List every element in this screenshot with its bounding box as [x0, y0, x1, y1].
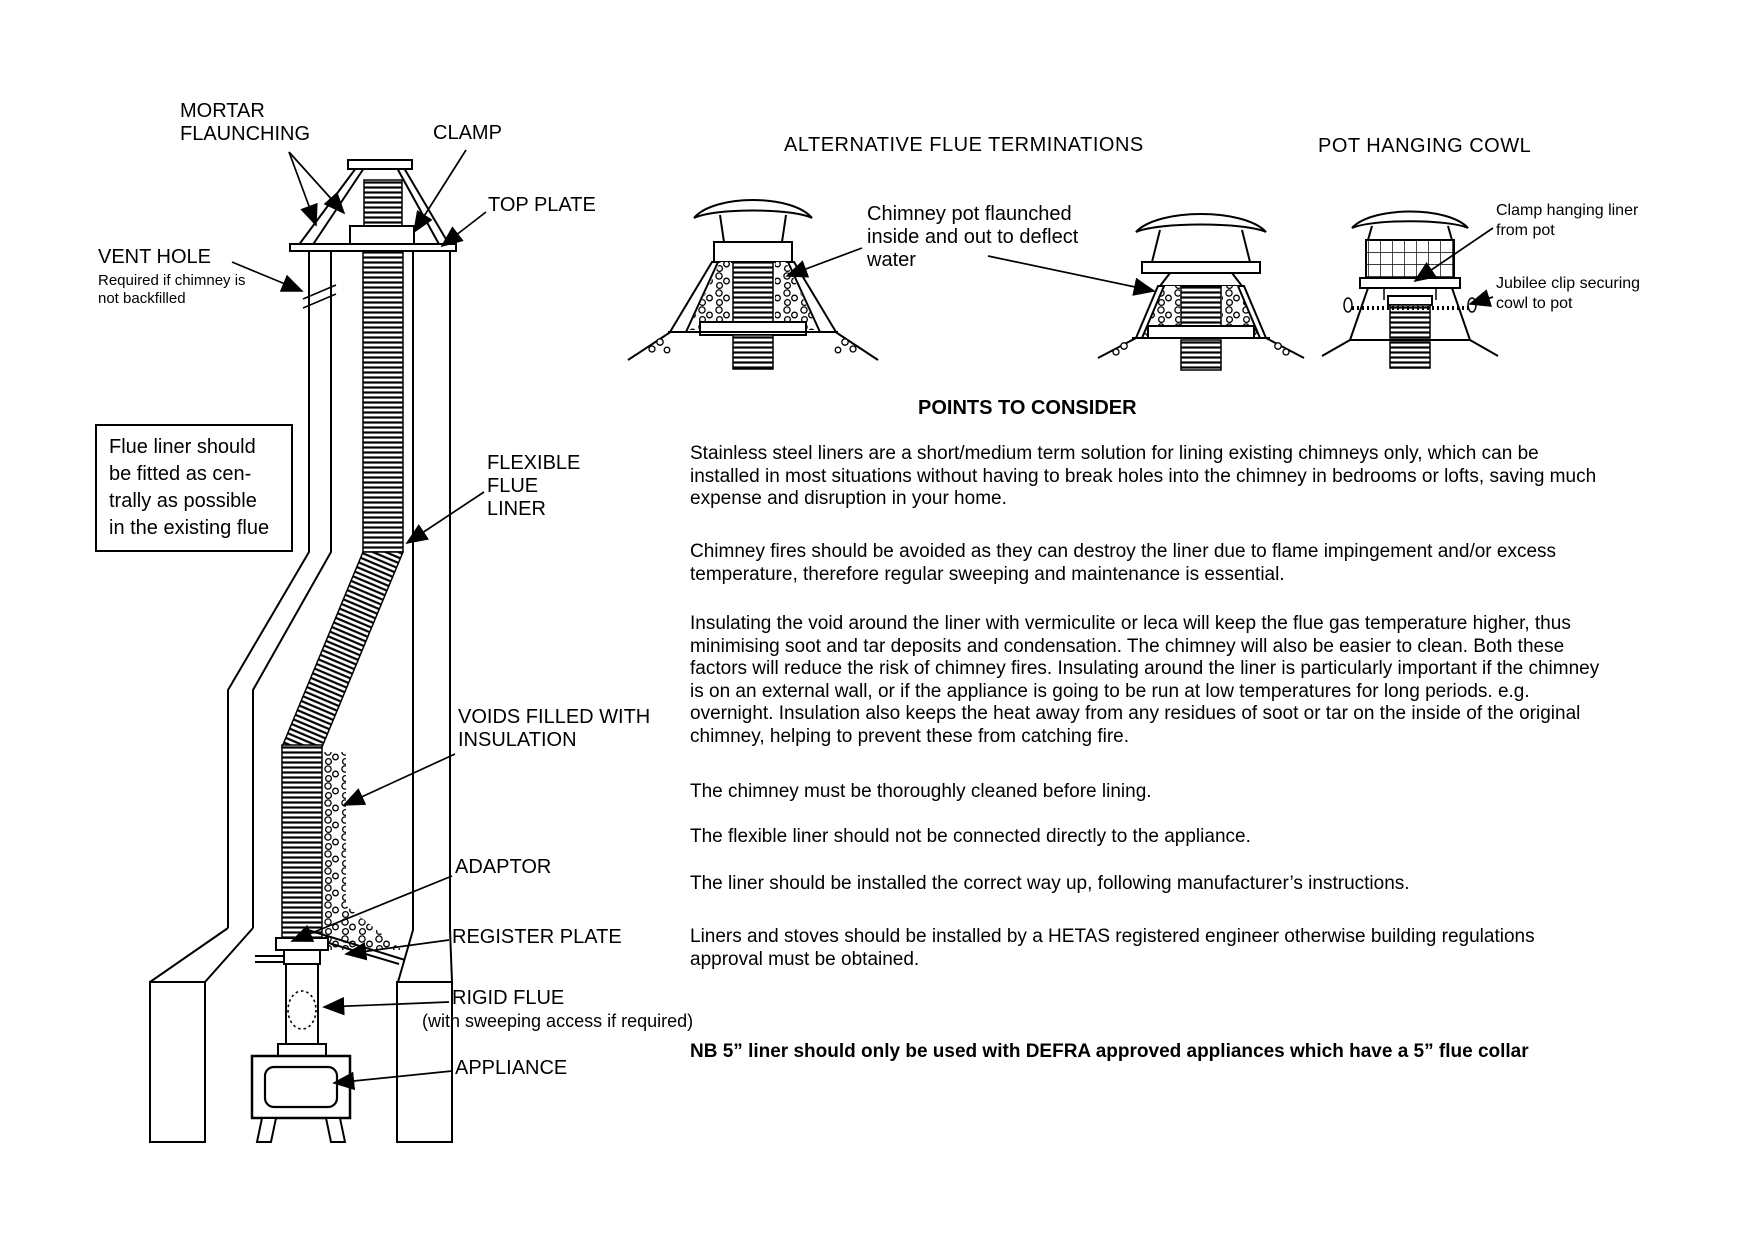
paragraph-hetas-engineer: Liners and stoves should be installed by a HETAS registered engineer otherwise building regulations approval must be obtained.: [690, 926, 1535, 970]
appliance-label: APPLIANCE: [455, 1057, 568, 1079]
paragraph-stainless-steel: Stainless steel liners are a short/medium term solution for lining existing chimneys only, which can be installed in most situations without having to break holes into the chimney in bedrooms or lofts, saving much expense and disruption in your home.: [690, 443, 1597, 509]
pot-hanging-cowl-title: POT HANGING COWL: [1318, 135, 1532, 157]
flaunched-pot-illustration-1: [628, 200, 878, 369]
stove-door: [265, 1067, 337, 1107]
rigid-flue-label: RIGID FLUE: [452, 987, 565, 1009]
flaunched-pot-illustration-2: [1098, 214, 1304, 370]
cowl-clamp-note: Clamp hanging liner from pot: [1496, 202, 1639, 239]
cowl-jubilee-note: Jubilee clip securing cowl to pot: [1496, 275, 1641, 312]
insulation-voids-drawing: [324, 752, 402, 950]
paragraph-cleaned-before-lining: The chimney must be thoroughly cleaned before lining.: [690, 781, 1152, 802]
top-plate-drawing: [290, 244, 456, 251]
vent-hole-note: Required if chimney is not backfilled: [98, 272, 246, 307]
pot-hanging-cowl-illustration: [1322, 212, 1498, 369]
paragraph-not-connected-directly: The flexible liner should not be connected directly to the appliance.: [690, 826, 1251, 847]
arrow-voids-insulation: [344, 754, 455, 805]
arrow-clamp: [414, 150, 466, 232]
rigid-flue-drawing: [278, 964, 326, 1056]
top-plate-label: TOP PLATE: [488, 194, 596, 216]
paragraph-chimney-fires: Chimney fires should be avoided as they can destroy the liner due to flame impingement and/or excess temperature, therefore regular sweeping and maintenance is essential.: [690, 541, 1557, 585]
sweeping-access-hole: [288, 991, 316, 1029]
alternative-terminations-title: ALTERNATIVE FLUE TERMINATIONS: [784, 134, 1144, 156]
arrow-mortar-flaunching-2: [289, 152, 344, 213]
cowl-mesh-guard: [1366, 240, 1454, 278]
arrow-flexible-liner: [407, 492, 484, 543]
pot-flaunched-annotation: Chimney pot flaunched inside and out to deflect water: [867, 203, 1079, 271]
flexible-flue-liner-label: FLEXIBLE FLUE LINER: [487, 452, 581, 520]
arrow-pot-annotation-left: [787, 248, 862, 276]
hanging-clamp-drawing: [1388, 296, 1432, 305]
adaptor-drawing: [276, 938, 328, 964]
rigid-flue-note: (with sweeping access if required): [422, 1011, 694, 1031]
paragraph-insulating-void: Insulating the void around the liner with vermiculite or leca will keep the flue gas temperature higher, thus minimising soot and tar deposits and condensation. The chimney will also be easier to clean. Both these factors will reduce the risk of chimney fires. Insulating around the liner is particularly important if the chimney is on an external wall, or if the appliance is going to be run at low temperatures for long periods. e.g. overnight. Insulation also keeps the heat away from any residues of soot or tar on the inside of the original chimney, helping to prevent these from catching fire.: [690, 613, 1600, 747]
arrow-top-plate: [442, 212, 486, 246]
stove-appliance-drawing: [252, 1056, 350, 1142]
mortar-flaunching-label: MORTAR FLAUNCHING: [180, 100, 311, 145]
flue-liner-note-box: Flue liner should be fitted as cen- trally as possible in the existing flue: [95, 424, 293, 552]
voids-insulation-label: VOIDS FILLED WITH INSULATION: [458, 706, 651, 751]
vent-hole-label: VENT HOLE: [98, 246, 211, 268]
clamp-label: CLAMP: [433, 122, 502, 144]
chimney-pot-flaunching: [298, 160, 450, 246]
adaptor-label: ADAPTOR: [455, 856, 552, 878]
arrow-mortar-flaunching-1: [289, 152, 316, 225]
points-to-consider-heading: POINTS TO CONSIDER: [918, 397, 1137, 419]
paragraph-correct-way-up: The liner should be installed the correct way up, following manufacturer’s instructions.: [690, 873, 1410, 894]
clamp-drawing: [350, 226, 414, 244]
register-plate-label: REGISTER PLATE: [452, 926, 622, 948]
nb-defra-note: NB 5” liner should only be used with DEFRA approved appliances which have a 5” flue collar: [690, 1041, 1529, 1062]
